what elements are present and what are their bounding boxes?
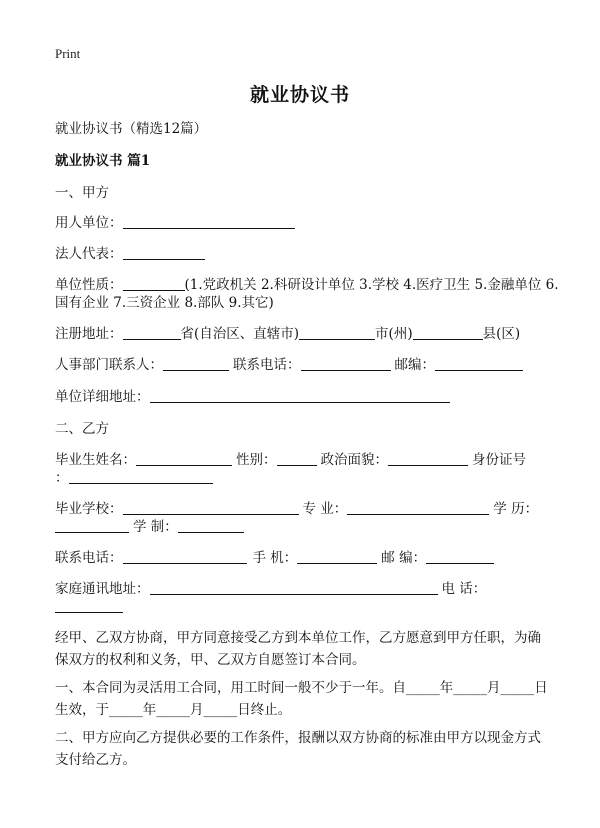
duration-label: 学 制：	[133, 519, 178, 535]
tel-field[interactable]	[55, 599, 123, 613]
unit-type-options-line2: 国有企业 7.三资企业 8.部队 9.其它)	[55, 295, 274, 311]
hr-postcode-label: 邮编：	[394, 357, 435, 373]
party-b-heading: 二、乙方	[55, 421, 109, 437]
school-label: 毕业学校：	[55, 501, 123, 517]
tel-label: 电 话：	[441, 581, 487, 597]
school-row	[55, 500, 538, 518]
id-colon: ：	[55, 470, 69, 486]
reg-address-row	[55, 325, 520, 343]
grad-name-label: 毕业生姓名：	[55, 452, 136, 468]
mobile-field[interactable]	[297, 550, 377, 564]
home-address-row	[55, 580, 486, 598]
contact-phone-label: 联系电话：	[55, 550, 123, 566]
document-title: 就业协议书	[249, 84, 350, 106]
hr-contact-row	[55, 356, 523, 374]
political-field[interactable]	[388, 452, 468, 466]
legal-rep-label: 法人代表：	[55, 246, 123, 262]
gender-label: 性别：	[236, 452, 277, 468]
unit-type-field[interactable]	[123, 277, 185, 291]
detail-address-label: 单位详细地址：	[55, 389, 150, 405]
unit-type-options-line1: (1.党政机关 2.科研设计单位 3.学校 4.医疗卫生 5.金融单位 6.	[184, 277, 559, 293]
province-field[interactable]	[123, 326, 181, 340]
hr-phone-field[interactable]	[301, 357, 391, 371]
contact-phone-field[interactable]	[123, 550, 247, 564]
party-a-heading: 一、甲方	[55, 185, 109, 201]
duration-field[interactable]	[178, 519, 244, 533]
major-label: 专 业：	[302, 501, 348, 517]
id-field[interactable]	[69, 470, 213, 484]
duration-row	[55, 518, 244, 536]
detail-address-row	[55, 388, 450, 406]
agreement-paragraph-intro: 经甲、乙双方协商，甲方同意接受乙方到本单位工作，乙方愿意到甲方任职，为确保双方的权利和义务，甲、乙双方自愿签订本合同。	[55, 630, 541, 668]
legal-rep-field[interactable]	[123, 246, 205, 260]
unit-type-row	[55, 276, 559, 294]
id-label: 身份证号	[472, 452, 526, 468]
detail-address-field[interactable]	[150, 389, 450, 403]
reg-address-label: 注册地址：	[55, 326, 123, 342]
degree-field[interactable]	[55, 519, 129, 533]
legal-rep-row	[55, 245, 205, 263]
tel-row	[55, 598, 123, 616]
contact-postcode-field[interactable]	[426, 550, 494, 564]
contact-row	[55, 549, 494, 567]
employer-row	[55, 214, 295, 232]
mobile-label: 手 机：	[252, 550, 298, 566]
major-field[interactable]	[347, 501, 489, 515]
gender-field[interactable]	[277, 452, 317, 466]
hr-contact-field[interactable]	[163, 357, 229, 371]
hr-contact-label: 人事部门联系人：	[55, 357, 163, 373]
city-field[interactable]	[299, 326, 375, 340]
unit-type-label: 单位性质：	[55, 277, 123, 293]
city-label: 市(州)	[375, 326, 413, 342]
section-title: 就业协议书 篇1	[55, 153, 151, 169]
agreement-paragraph-2: 二、甲方应向乙方提供必要的工作条件，报酬以双方协商的标准由甲方以现金方式支付给乙方。	[55, 730, 541, 768]
degree-label: 学 历：	[493, 501, 539, 517]
grad-name-field[interactable]	[136, 452, 232, 466]
print-link[interactable]: Print	[55, 46, 81, 61]
grad-name-row	[55, 451, 526, 469]
school-field[interactable]	[123, 501, 299, 515]
hr-postcode-field[interactable]	[435, 357, 523, 371]
employer-label: 用人单位：	[55, 215, 123, 231]
political-label: 政治面貌：	[320, 452, 388, 468]
home-address-field[interactable]	[150, 581, 438, 595]
id-row	[55, 469, 213, 487]
employer-field[interactable]	[123, 215, 295, 229]
province-label: 省(自治区、直辖市)	[180, 326, 300, 342]
document-subtitle: 就业协议书（精选12篇）	[55, 121, 208, 137]
county-label: 县(区)	[482, 326, 521, 342]
contact-postcode-label: 邮 编：	[381, 550, 427, 566]
home-address-label: 家庭通讯地址：	[55, 581, 150, 597]
hr-phone-label: 联系电话：	[233, 357, 301, 373]
agreement-paragraph-1: 一、本合同为灵活用工合同，用工时间一般不少于一年。自_____年_____月_____日生效，于_____年_____月_____日终止。	[55, 680, 548, 718]
county-field[interactable]	[413, 326, 483, 340]
